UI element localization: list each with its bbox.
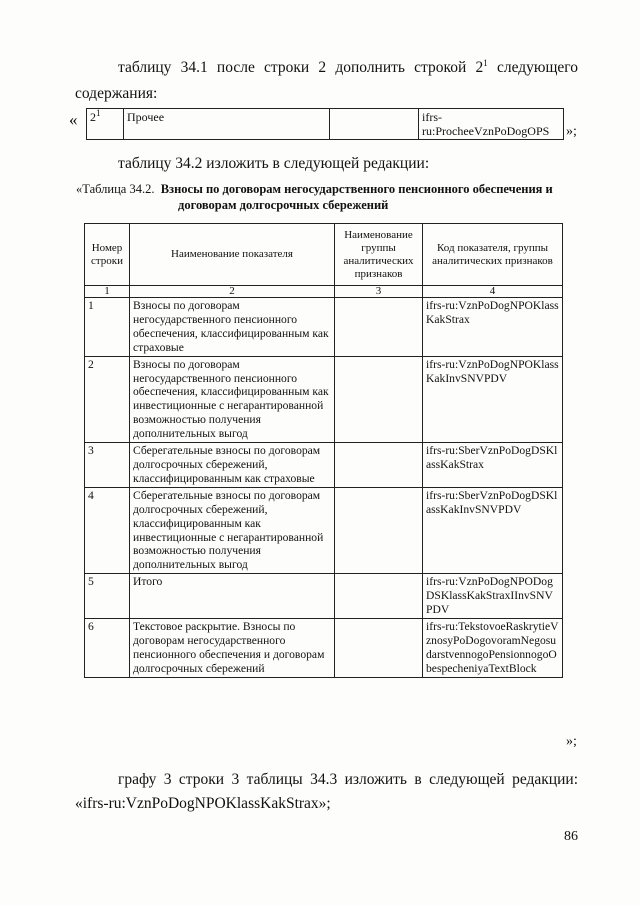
row-number-cell: 6 [85,618,130,677]
code-line: ifrs- [422,110,442,124]
row-number-cell: 5 [85,574,130,619]
row-code-cell: ifrs-ru:SberVznPoDogDSKlassKakInvSNVPDV [423,487,563,573]
row-group-cell [330,109,419,140]
paragraph-table-34-1-instruction [118,58,578,78]
paragraph-line-2: содержания: [75,85,158,102]
header-cell: Наименование группы аналитических признаков [335,224,423,286]
row-name-cell: Текстовое раскрытие. Взносы по договорам негосударственного пенсионного обеспечения и договорам долгосрочных сбережений [130,618,335,677]
paragraph-text-end: следующего [487,59,578,76]
table-row [85,487,563,573]
table-index-row [85,286,563,298]
header-cell: Номер строки [85,224,130,286]
row-group-cell [335,574,423,619]
paragraph-table-34-2-instruction: таблицу 34.2 изложить в следующей редакции: [118,155,430,172]
table-row [87,109,564,140]
row-group-cell [335,487,423,573]
row-number-cell: 1 [85,298,130,357]
table-34-2 [84,223,563,678]
header-cell: Наименование показателя [130,224,335,286]
caption-title-line: договорам долгосрочных сбережений [178,198,389,212]
row-name-cell: Взносы по договорам негосударственного пенсионного обеспечения, классифицированным как инвестиционные с негарантированной возможностью получения дополнительных выгод [130,356,335,442]
table-row [85,574,563,619]
row-code-cell: ifrs-ru:TekstovoeRaskrytieVznosyPoDogovoramNegosudarstvennogoPensionnogoObespecheniyaTextBlock [423,618,563,677]
table-34-1-row [86,108,564,140]
row-number-cell: 3 [85,443,130,488]
row-code-cell [419,109,564,140]
row-group-cell [335,356,423,442]
row-number-cell [87,109,124,140]
row-code-cell: ifrs-ru:VznPoDogNPOKlassKakStrax [423,298,563,357]
code-line: ru:ProcheeVznPoDogOPS [422,124,550,138]
table-row [85,298,563,357]
row-group-cell [335,618,423,677]
index-cell: 3 [335,286,423,298]
superscript: 1 [483,57,488,68]
open-quote: « [69,110,78,129]
paragraph-code-value: «ifrs-ru:VznPoDogNPOKlassKakStrax»; [75,795,331,812]
table-row [85,618,563,677]
row-code-cell: ifrs-ru:SberVznPoDogDSKlassKakStrax [423,443,563,488]
row-code-cell: ifrs-ru:VznPoDogNPODogDSKlassKakStraxIInvSNVPDV [423,574,563,619]
index-cell: 2 [130,286,335,298]
table-row [85,443,563,488]
closing-mark: »; [566,124,577,139]
caption-prefix: «Таблица 34.2. [76,182,155,196]
row-group-cell [335,298,423,357]
table-row [85,356,563,442]
index-cell: 1 [85,286,130,298]
page-number: 86 [564,829,578,844]
table-caption [76,181,596,213]
row-name-cell: Прочее [124,109,330,140]
header-cell: Код показателя, группы аналитических признаков [423,224,563,286]
row-name-cell: Сберегательные взносы по договорам долгосрочных сбережений, классифицированным как страховые [130,443,335,488]
row-group-cell [335,443,423,488]
superscript: 1 [96,108,101,118]
paragraph-table-34-3-instruction: графу 3 строки 3 таблицы 34.3 изложить в следующей редакции: [118,771,578,788]
row-number-cell: 2 [85,356,130,442]
row-name-cell: Сберегательные взносы по договорам долгосрочных сбережений, классифицированным как инвестиционные с негарантированной возможностью получения дополнительных выгод [130,487,335,573]
row-number: 2 [90,110,96,124]
row-code-cell: ifrs-ru:VznPoDogNPOKlassKakInvSNVPDV [423,356,563,442]
closing-mark: »; [566,734,577,749]
row-name-cell: Итого [130,574,335,619]
row-number-cell: 4 [85,487,130,573]
paragraph-text: таблицу 34.1 после строки 2 дополнить строкой 2 [118,59,484,76]
caption-title-line: Взносы по договорам негосударственного пенсионного обеспечения и [160,182,553,196]
table-header-row [85,224,563,286]
row-name-cell: Взносы по договорам негосударственного пенсионного обеспечения, классифицированным как страховые [130,298,335,357]
index-cell: 4 [423,286,563,298]
